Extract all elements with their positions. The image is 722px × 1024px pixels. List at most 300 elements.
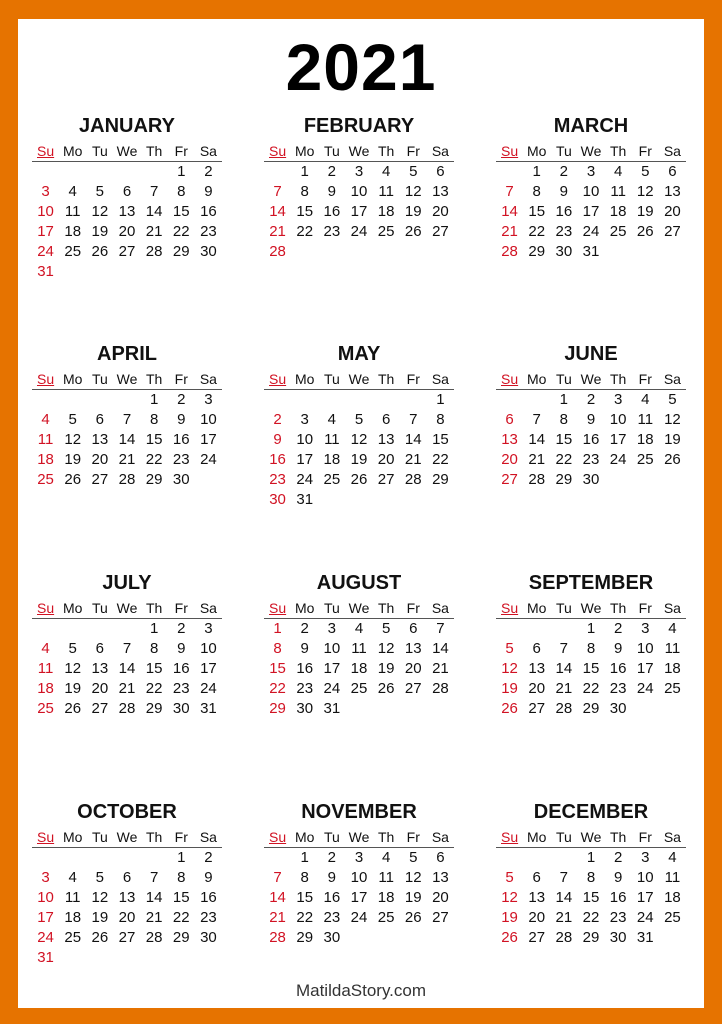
weekday-label: Fr — [406, 371, 420, 387]
weekday-label: Tu — [323, 829, 340, 845]
day-cell: 6 — [409, 620, 418, 637]
weekday-label: We — [348, 371, 370, 387]
day-cell: 25 — [37, 471, 54, 488]
week-row — [496, 410, 686, 430]
day-cell: 25 — [377, 909, 395, 926]
week-row — [32, 848, 222, 868]
day-cell: 15 — [172, 203, 190, 220]
empty-cell — [345, 242, 372, 262]
day-cell: 17 — [37, 909, 54, 926]
empty-cell — [345, 490, 372, 510]
week-row — [496, 659, 686, 679]
empty-cell — [264, 162, 291, 182]
day-cell: 31 — [37, 949, 54, 966]
day-cell: 22 — [172, 223, 190, 240]
day-cell: 6 — [95, 640, 105, 657]
weekday-label: Tu — [91, 143, 108, 159]
day-cell: 26 — [501, 700, 518, 717]
empty-cell — [659, 242, 686, 262]
empty-cell — [523, 619, 550, 639]
weekday-header — [32, 141, 222, 162]
day-cell: 4 — [668, 620, 677, 637]
day-cell: 18 — [377, 203, 395, 220]
day-cell: 9 — [586, 411, 596, 428]
weekday-label: Su — [501, 371, 519, 387]
day-cell: 16 — [172, 431, 190, 448]
day-cell: 1 — [300, 849, 309, 866]
empty-cell — [113, 619, 140, 639]
day-cell: 2 — [559, 163, 569, 180]
day-cell: 8 — [273, 640, 282, 657]
day-cell: 8 — [586, 869, 596, 886]
day-cell: 22 — [555, 451, 573, 468]
day-cell: 29 — [269, 700, 286, 717]
day-cell: 16 — [323, 889, 341, 906]
week-row — [32, 470, 222, 490]
day-cell: 5 — [95, 869, 105, 886]
day-cell: 26 — [64, 700, 82, 717]
day-cell: 12 — [350, 431, 368, 448]
empty-cell — [632, 242, 659, 262]
day-cell: 16 — [609, 889, 627, 906]
day-cell: 8 — [436, 411, 445, 428]
day-cell: 29 — [172, 929, 190, 946]
day-cell: 11 — [610, 183, 626, 200]
month-march — [496, 114, 686, 262]
empty-cell — [345, 390, 372, 410]
week-row — [32, 162, 222, 182]
week-row — [32, 242, 222, 262]
day-cell: 22 — [296, 909, 314, 926]
week-row — [264, 848, 454, 868]
day-cell: 30 — [609, 929, 627, 946]
weekday-label: Tu — [323, 143, 340, 159]
day-cell: 15 — [528, 203, 546, 220]
day-cell: 26 — [404, 223, 422, 240]
day-cell: 30 — [269, 491, 286, 508]
week-row — [496, 430, 686, 450]
day-cell: 17 — [636, 889, 654, 906]
day-cell: 19 — [64, 680, 82, 697]
day-cell: 28 — [555, 929, 573, 946]
day-cell: 16 — [555, 203, 573, 220]
day-cell: 4 — [41, 411, 50, 428]
day-cell: 1 — [532, 163, 541, 180]
day-cell: 13 — [664, 183, 681, 200]
day-cell: 20 — [528, 680, 546, 697]
day-cell: 14 — [118, 431, 136, 448]
day-cell: 27 — [664, 223, 681, 240]
day-cell: 13 — [528, 660, 546, 677]
week-row — [32, 928, 222, 948]
month-name: MAY — [337, 343, 381, 365]
weekday-label: Fr — [174, 143, 188, 159]
empty-cell — [264, 848, 291, 868]
weekday-label: We — [348, 600, 370, 616]
day-cell: 21 — [269, 223, 286, 240]
day-cell: 17 — [636, 660, 654, 677]
empty-cell — [427, 699, 454, 719]
day-cell: 20 — [432, 203, 449, 220]
day-cell: 6 — [532, 869, 541, 886]
day-cell: 26 — [377, 680, 395, 697]
empty-cell — [32, 162, 59, 182]
day-cell: 2 — [177, 391, 186, 408]
month-name: NOVEMBER — [301, 801, 417, 823]
day-cell: 24 — [37, 929, 54, 946]
day-cell: 23 — [609, 680, 627, 697]
day-cell: 3 — [613, 391, 623, 408]
day-cell: 24 — [582, 223, 600, 240]
day-cell: 24 — [296, 471, 314, 488]
day-cell: 15 — [582, 889, 600, 906]
day-cell: 15 — [172, 889, 190, 906]
weekday-label: Su — [501, 143, 519, 159]
day-cell: 13 — [91, 431, 109, 448]
day-cell: 11 — [351, 640, 367, 657]
weekday-header — [32, 369, 222, 390]
weekday-label: Su — [269, 143, 287, 159]
day-cell: 30 — [172, 471, 190, 488]
month-august — [264, 571, 454, 719]
day-cell: 7 — [273, 183, 282, 200]
empty-cell — [32, 390, 59, 410]
day-cell: 2 — [327, 163, 337, 180]
day-cell: 12 — [404, 183, 422, 200]
week-row — [264, 928, 454, 948]
week-row — [32, 679, 222, 699]
day-cell: 14 — [555, 889, 573, 906]
empty-cell — [318, 490, 345, 510]
day-cell: 1 — [559, 391, 569, 408]
weekday-label: Tu — [555, 371, 572, 387]
weekday-label: Mo — [62, 829, 83, 845]
weekday-header — [32, 598, 222, 619]
day-cell: 28 — [555, 700, 573, 717]
day-cell: 15 — [432, 431, 449, 448]
week-row — [32, 639, 222, 659]
empty-cell — [141, 262, 168, 282]
week-row — [32, 410, 222, 430]
empty-cell — [32, 848, 59, 868]
day-cell: 6 — [122, 183, 132, 200]
empty-cell — [195, 262, 222, 282]
weekday-label: Mo — [62, 371, 83, 387]
week-row — [264, 242, 454, 262]
day-cell: 29 — [145, 700, 163, 717]
day-cell: 7 — [559, 640, 569, 657]
weekday-header — [264, 141, 454, 162]
day-cell: 10 — [636, 640, 654, 657]
day-cell: 16 — [200, 889, 217, 906]
day-cell: 18 — [323, 451, 341, 468]
day-cell: 28 — [404, 471, 422, 488]
weekday-label: Sa — [431, 829, 449, 845]
day-cell: 1 — [586, 620, 596, 637]
day-cell: 31 — [296, 491, 314, 508]
month-name: JUNE — [564, 343, 618, 365]
weekday-label: We — [580, 143, 602, 159]
day-cell: 20 — [501, 451, 518, 468]
day-cell: 13 — [501, 431, 518, 448]
day-cell: 15 — [582, 660, 600, 677]
day-cell: 26 — [91, 929, 109, 946]
day-cell: 30 — [200, 243, 217, 260]
empty-cell — [168, 948, 195, 968]
day-cell: 29 — [432, 471, 449, 488]
day-cell: 4 — [381, 849, 391, 866]
empty-cell — [427, 928, 454, 948]
weekday-label: Tu — [91, 600, 108, 616]
week-row — [264, 619, 454, 639]
day-cell: 4 — [41, 640, 50, 657]
day-cell: 9 — [204, 183, 213, 200]
day-cell: 1 — [149, 620, 159, 637]
day-cell: 28 — [145, 243, 163, 260]
empty-cell — [59, 262, 86, 282]
day-cell: 10 — [200, 411, 217, 428]
credit-text: MatildaStory.com — [295, 981, 427, 1000]
day-cell: 7 — [149, 183, 159, 200]
day-cell: 20 — [432, 889, 449, 906]
empty-cell — [659, 928, 686, 948]
week-row — [496, 639, 686, 659]
day-cell: 10 — [582, 183, 600, 200]
day-cell: 22 — [582, 909, 600, 926]
day-cell: 30 — [172, 700, 190, 717]
day-cell: 3 — [586, 163, 596, 180]
day-cell: 23 — [296, 680, 314, 697]
weekday-label: Fr — [174, 371, 188, 387]
day-cell: 7 — [122, 640, 132, 657]
day-cell: 25 — [377, 223, 395, 240]
day-cell: 9 — [204, 869, 213, 886]
day-cell: 31 — [200, 700, 217, 717]
weekday-label: Su — [501, 600, 519, 616]
empty-cell — [523, 390, 550, 410]
month-name: JULY — [102, 572, 152, 594]
week-row — [264, 390, 454, 410]
day-cell: 23 — [555, 223, 573, 240]
day-cell: 7 — [436, 620, 445, 637]
day-cell: 12 — [404, 869, 422, 886]
empty-cell — [400, 928, 427, 948]
day-cell: 14 — [269, 203, 286, 220]
day-cell: 29 — [582, 929, 600, 946]
day-cell: 24 — [636, 909, 654, 926]
day-cell: 4 — [68, 869, 77, 886]
week-row — [496, 868, 686, 888]
empty-cell — [345, 928, 372, 948]
week-row — [32, 659, 222, 679]
day-cell: 25 — [350, 680, 368, 697]
day-cell: 19 — [404, 203, 422, 220]
empty-cell — [659, 699, 686, 719]
day-cell: 13 — [118, 203, 136, 220]
day-cell: 27 — [91, 471, 109, 488]
day-cell: 17 — [200, 431, 217, 448]
day-cell: 2 — [613, 620, 623, 637]
week-row — [496, 390, 686, 410]
day-cell: 1 — [273, 620, 282, 637]
day-cell: 13 — [528, 889, 546, 906]
weekday-label: Th — [145, 371, 163, 387]
empty-cell — [496, 390, 523, 410]
day-cell: 29 — [145, 471, 163, 488]
month-december — [496, 800, 686, 948]
day-cell: 8 — [586, 640, 596, 657]
day-cell: 28 — [118, 700, 136, 717]
month-name: OCTOBER — [77, 801, 177, 823]
day-cell: 30 — [200, 929, 217, 946]
weekday-label: Su — [269, 371, 287, 387]
day-cell: 16 — [172, 660, 190, 677]
day-cell: 13 — [404, 640, 422, 657]
empty-cell — [59, 390, 86, 410]
empty-cell — [59, 948, 86, 968]
day-cell: 27 — [404, 680, 422, 697]
day-cell: 19 — [404, 889, 422, 906]
day-cell: 5 — [668, 391, 677, 408]
day-cell: 9 — [273, 431, 282, 448]
weekday-label: Th — [145, 143, 163, 159]
day-cell: 27 — [528, 700, 546, 717]
weekday-label: Th — [609, 829, 627, 845]
month-name: FEBRUARY — [303, 115, 415, 137]
day-cell: 2 — [273, 411, 282, 428]
day-cell: 7 — [149, 869, 159, 886]
day-cell: 23 — [582, 451, 600, 468]
day-cell: 12 — [501, 889, 518, 906]
day-cell: 15 — [555, 431, 573, 448]
week-row — [496, 699, 686, 719]
weekday-label: We — [580, 371, 602, 387]
weekday-label: Mo — [62, 600, 83, 616]
weekday-label: Fr — [638, 143, 652, 159]
day-cell: 28 — [269, 243, 286, 260]
day-cell: 14 — [145, 889, 163, 906]
day-cell: 21 — [501, 223, 518, 240]
day-cell: 18 — [37, 451, 54, 468]
day-cell: 14 — [528, 431, 546, 448]
month-september — [496, 571, 686, 719]
day-cell: 8 — [177, 869, 186, 886]
day-cell: 17 — [323, 660, 341, 677]
week-row — [496, 222, 686, 242]
weekday-label: Fr — [406, 600, 420, 616]
empty-cell — [632, 699, 659, 719]
day-cell: 26 — [350, 471, 368, 488]
day-cell: 2 — [300, 620, 309, 637]
day-cell: 26 — [636, 223, 654, 240]
day-cell: 6 — [532, 640, 541, 657]
empty-cell — [427, 242, 454, 262]
week-row — [496, 908, 686, 928]
month-october — [32, 800, 222, 968]
empty-cell — [400, 390, 427, 410]
day-cell: 25 — [609, 223, 627, 240]
day-cell: 11 — [37, 660, 54, 677]
day-cell: 9 — [177, 640, 186, 657]
empty-cell — [400, 699, 427, 719]
day-cell: 2 — [613, 849, 623, 866]
weekday-label: We — [580, 829, 602, 845]
day-cell: 26 — [664, 451, 681, 468]
week-row — [264, 699, 454, 719]
empty-cell — [291, 390, 318, 410]
week-row — [264, 450, 454, 470]
day-cell: 24 — [636, 680, 654, 697]
day-cell: 28 — [528, 471, 546, 488]
day-cell: 11 — [637, 411, 654, 428]
empty-cell — [113, 948, 140, 968]
day-cell: 30 — [555, 243, 573, 260]
empty-cell — [373, 928, 400, 948]
weekday-label: We — [348, 829, 370, 845]
empty-cell — [550, 848, 577, 868]
day-cell: 29 — [582, 700, 600, 717]
day-cell: 18 — [350, 660, 368, 677]
empty-cell — [550, 619, 577, 639]
day-cell: 13 — [118, 889, 136, 906]
empty-cell — [59, 848, 86, 868]
day-cell: 8 — [177, 183, 186, 200]
day-cell: 25 — [64, 243, 82, 260]
day-cell: 20 — [404, 660, 422, 677]
week-row — [264, 868, 454, 888]
week-row — [496, 242, 686, 262]
empty-cell — [113, 848, 140, 868]
day-cell: 14 — [145, 203, 163, 220]
week-row — [496, 202, 686, 222]
week-row — [496, 182, 686, 202]
weekday-label: Mo — [526, 600, 547, 616]
day-cell: 31 — [37, 263, 54, 280]
weekday-label: Th — [609, 143, 627, 159]
empty-cell — [373, 242, 400, 262]
empty-cell — [32, 619, 59, 639]
weekday-label: Th — [145, 600, 163, 616]
day-cell: 10 — [296, 431, 314, 448]
day-cell: 11 — [378, 869, 394, 886]
empty-cell — [113, 162, 140, 182]
day-cell: 8 — [300, 183, 309, 200]
day-cell: 25 — [664, 909, 681, 926]
day-cell: 15 — [145, 660, 163, 677]
empty-cell — [318, 390, 345, 410]
day-cell: 13 — [432, 183, 449, 200]
day-cell: 30 — [609, 700, 627, 717]
empty-cell — [86, 619, 113, 639]
day-cell: 25 — [323, 471, 341, 488]
day-cell: 10 — [350, 869, 368, 886]
weekday-label: Fr — [638, 829, 652, 845]
day-cell: 22 — [296, 223, 314, 240]
weekday-label: Sa — [199, 371, 217, 387]
week-row — [264, 908, 454, 928]
day-cell: 1 — [436, 391, 445, 408]
day-cell: 12 — [377, 640, 395, 657]
day-cell: 2 — [327, 849, 337, 866]
day-cell: 21 — [555, 680, 573, 697]
day-cell: 31 — [323, 700, 341, 717]
day-cell: 7 — [505, 183, 514, 200]
weekday-label: Tu — [555, 829, 572, 845]
day-cell: 10 — [636, 869, 654, 886]
weekday-label: Th — [377, 371, 395, 387]
day-cell: 10 — [37, 203, 54, 220]
day-cell: 19 — [64, 451, 82, 468]
